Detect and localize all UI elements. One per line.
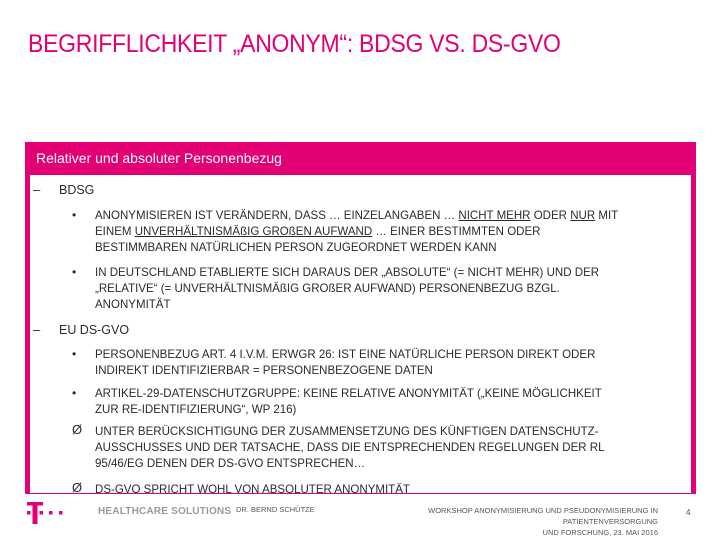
footer-event <box>340 505 658 538</box>
telekom-t-icon <box>27 502 75 524</box>
bullet-line: DS-GVO SPRICHT WOHL VON ABSOLUTER ANONYMITÄT <box>95 482 410 496</box>
bullet-line: ANONYMITÄT <box>95 297 171 311</box>
bullet-line: „RELATIVE“ (= UNVERHÄLTNISMÄßIG GROßER AUFWAND) PERSONENBEZUG BZGL. <box>95 281 560 295</box>
telekom-logo <box>27 502 75 529</box>
section-label-bdsg: BDSG <box>59 182 95 197</box>
section-dash: – <box>33 322 41 337</box>
bullet-line: IN DEUTSCHLAND ETABLIERTE SICH DARAUS DER „ABSOLUTE“ (= NICHT MEHR) UND DER <box>95 265 600 279</box>
bullet-marker: • <box>72 208 77 222</box>
underlined-text: NICHT MEHR <box>458 208 531 222</box>
page-number: 4 <box>686 508 691 517</box>
bullet-line: INDIREKT IDENTIFIZIERBAR = PERSONENBEZOGENE DATEN <box>95 363 433 377</box>
text-run: ODER <box>530 208 571 222</box>
underlined-text: UNVERHÄLTNISMÄßIG GROßEN AUFWAND <box>134 224 373 238</box>
underlined-text: NUR <box>570 208 596 222</box>
bullet-line <box>95 223 541 239</box>
bullet-marker: • <box>72 265 77 279</box>
bullet-marker: • <box>72 347 77 361</box>
bullet-line: AUSSCHUSSES UND DER TATSACHE, DASS DIE ENTSPRECHENDEN REGELUNGEN DER RL <box>95 440 605 454</box>
slide-title: BEGRIFFLICHKEIT „ANONYM“: BDSG VS. DS-GVO <box>28 30 561 58</box>
text-run: ANONYMISIEREN IST VERÄNDERN, DASS … EINZELANGABEN … <box>95 208 459 222</box>
arrow-bullet-icon: Ø <box>72 422 83 437</box>
bullet-marker: • <box>72 386 77 400</box>
footer-brand: HEALTHCARE SOLUTIONS <box>98 506 232 517</box>
bullet-line <box>95 207 618 223</box>
footer-event-line: UND FORSCHUNG, 23. MAI 2016 <box>542 528 658 537</box>
section-label-eu-dsgvo: EU DS-GVO <box>59 322 130 337</box>
text-run: … EINER BESTIMMTEN ODER <box>372 224 541 238</box>
bullet-line: UNTER BERÜCKSICHTIGUNG DER ZUSAMMENSETZUNG DES KÜNFTIGEN DATENSCHUTZ- <box>95 424 599 438</box>
footer-author: DR. BERND SCHÜTZE <box>236 505 315 514</box>
bullet-line: 95/46/EG DENEN DER DS-GVO ENTSPRECHEN… <box>95 456 366 470</box>
bullet-line: ZUR RE-IDENTIFIZIERUNG“, WP 216) <box>95 402 297 416</box>
bullet-line: BESTIMMBAREN NATÜRLICHEN PERSON ZUGEORDNET WERDEN KANN <box>95 240 497 254</box>
text-run: MIT <box>595 208 619 222</box>
text-run: EINEM <box>95 224 135 238</box>
arrow-bullet-icon: Ø <box>72 480 83 495</box>
footer-event-line: WORKSHOP ANONYMISIERUNG UND PSEUDONYMISIERUNG IN PATIENTENVERSORGUNG <box>428 506 658 526</box>
bullet-line: ARTIKEL-29-DATENSCHUTZGRUPPE: KEINE RELATIVE ANONYMITÄT („KEINE MÖGLICHKEIT <box>95 386 602 400</box>
bullet-line: PERSONENBEZUG ART. 4 I.V.M. ERWGR 26: IST EINE NATÜRLICHE PERSON DIREKT ODER <box>95 347 596 361</box>
section-dash: – <box>33 182 41 197</box>
box-title: Relativer und absoluter Personenbezug <box>36 150 282 166</box>
